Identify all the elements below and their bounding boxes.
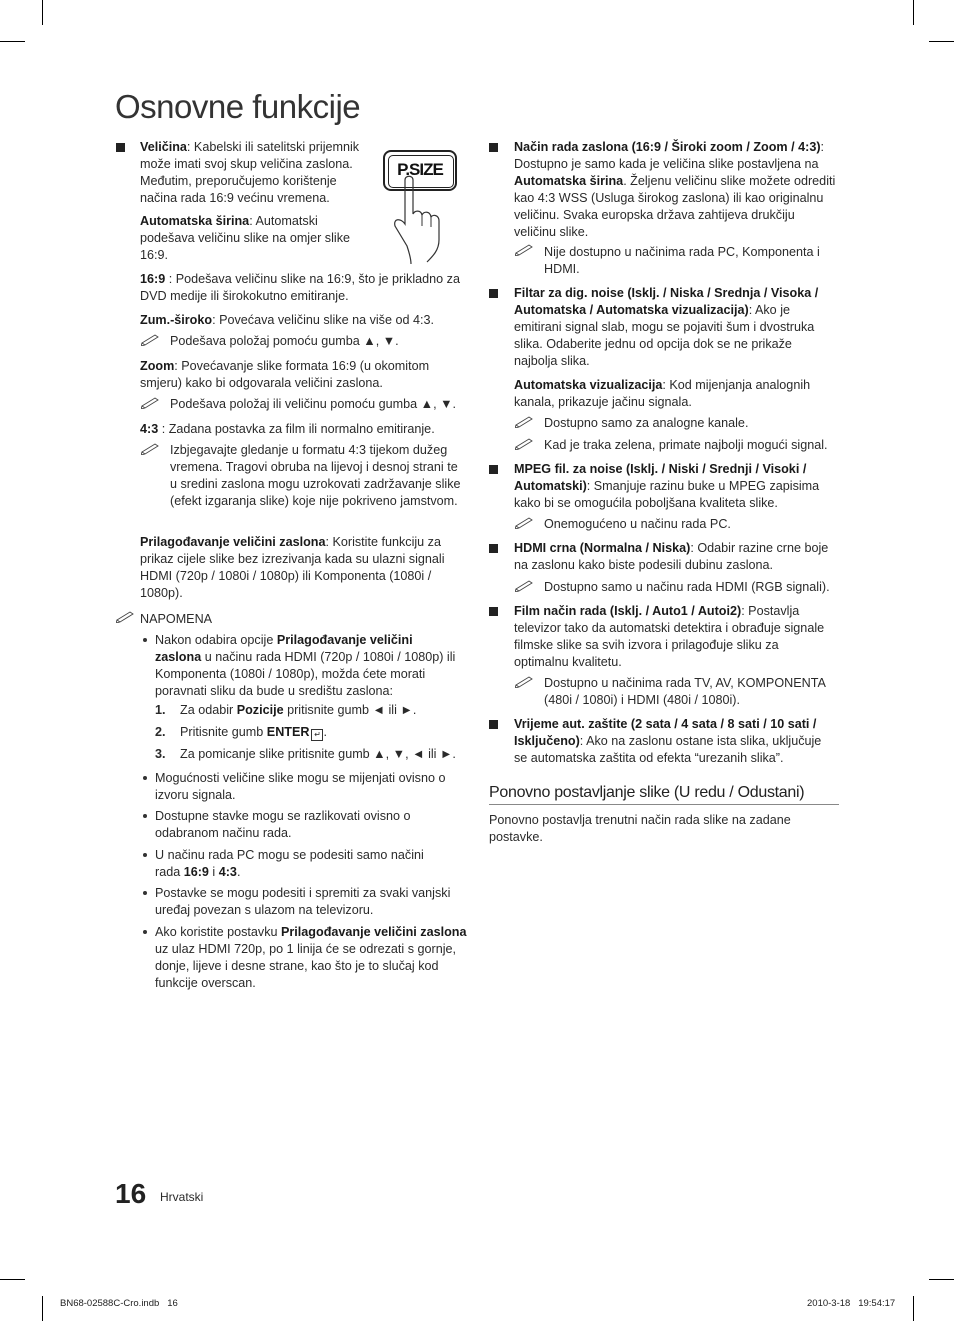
auto-width-paragraph: Automatska širina: Automatski podešava veličinu slike na omjer slike 16:9.	[140, 214, 350, 262]
note-item: Nakon odabira opcije Prilagođavanje veličini zaslona u načinu rada HDMI (720p / 1080i / 1080p) ili Komponenta (1080i / 1080p), možda ćete morati poravnati sliku da bude u središtu zaslona:	[155, 633, 456, 698]
bullet-square	[489, 607, 498, 616]
auto-visual-note: Kad je traka zelena, primate najbolji mogući signal.	[544, 438, 828, 452]
screen-mode-note: Nije dostupno u načinima rada PC, Komponenta i HDMI.	[544, 245, 820, 276]
mpeg-filter-note: Onemogućeno u načinu rada PC.	[544, 517, 731, 531]
mode-43-paragraph: 4:3 : Zadana postavka za film ili normalno emitiranje.	[140, 422, 435, 436]
hdmi-black-paragraph: HDMI crna (Normalna / Niska): Odabir razine crne boje na zaslonu kako biste podesili dubinu zaslona.	[514, 541, 829, 572]
velicina-paragraph: Veličina: Kabelski ili satelitski prijemnik može imati svoj skup veličina zaslona. Međutim, preporučujemo korištenje načina rada 16:9 većinu vremena.	[140, 140, 360, 205]
bullet-dot	[143, 776, 147, 780]
bullet-square	[489, 143, 498, 152]
note-pencil-icon	[515, 580, 533, 592]
mpeg-filter-paragraph: MPEG fil. za noise (Isklj. / Niski / Srednji / Visoki / Automatski): Smanjuje razinu buke u MPEG zapisima kako bi se omogućila poboljšana kvaliteta slike.	[514, 462, 820, 510]
note-item: Postavke se mogu podesiti i spremiti za svaki vanjski uređaj povezan s ulazom na televizoru.	[155, 886, 451, 917]
bullet-dot	[143, 930, 147, 934]
bullet-dot	[143, 853, 147, 857]
bullet-square	[489, 289, 498, 298]
crop-mark	[0, 1279, 25, 1280]
page-number: 16	[115, 1178, 147, 1209]
note-pencil-icon	[141, 443, 159, 455]
auto-visual-note: Dostupno samo za analogne kanale.	[544, 416, 749, 430]
bullet-square	[489, 465, 498, 474]
mode-43-note: Izbjegavajte gledanje u formatu 4:3 tijekom dužeg vremena. Tragovi obruba na lijevoj i desnoj strani te u sredini zaslona mogu uzrokovati zadržavanje slike (efekt izgaranja slike) koje nije pokriveno jamstvom.	[170, 443, 461, 508]
heading-rule	[489, 804, 839, 805]
step-number: 3.	[155, 747, 166, 761]
film-mode-paragraph: Film način rada (Isklj. / Auto1 / Autoi2): Postavlja televizor tako da automatski detektira i obrađuje signale filmske slike sa svih izvora i prilagođuje sliku za optimalnu kvalitetu.	[514, 604, 825, 669]
step-number: 2.	[155, 725, 166, 739]
crop-mark	[42, 0, 43, 25]
bullet-square	[489, 544, 498, 553]
auto-visual-paragraph: Automatska vizualizacija: Kod mijenjanja analognih kanala, prikazuje jačinu signala.	[514, 378, 811, 409]
enter-icon: ↵	[311, 729, 323, 741]
note-pencil-icon	[515, 416, 533, 428]
note-pencil-icon	[515, 244, 533, 256]
page-title: Osnovne funkcije	[115, 88, 361, 125]
fit-screen-paragraph: Prilagođavanje veličini zaslona: Koristite funkciju za prikaz cijele slike bez izrezivanja kada su ulazni signali HDMI (720p / 1080i / 1080p) ili Komponenta (1080i / 1080p).	[140, 535, 445, 600]
crop-mark	[913, 0, 914, 25]
crop-mark	[913, 1296, 914, 1321]
mode-169-paragraph: 16:9 : Podešava veličinu slike na 16:9, što je prikladno za DVD medije ili širokokutno emitiranje.	[140, 272, 460, 303]
zoom-paragraph: Zoom: Povećavanje slike formata 16:9 (u okomitom smjeru) kako bi odgovarala veličini zaslona.	[140, 359, 430, 390]
note-pencil-icon	[515, 438, 533, 450]
bullet-dot	[143, 638, 147, 642]
napomena-heading: NAPOMENA	[140, 612, 213, 626]
crop-mark	[929, 1279, 954, 1280]
step-text: Za pomicanje slike pritisnite gumb ▲, ▼, ◄ ili ►.	[180, 747, 456, 761]
reset-text: Ponovno postavlja trenutni način rada slike na zadane postavke.	[489, 813, 791, 844]
bullet-square	[116, 143, 125, 152]
footer-file: BN68-02588C-Cro.indb 16	[60, 1298, 178, 1309]
hdmi-black-note: Dostupno samo u načinu rada HDMI (RGB signali).	[544, 580, 830, 594]
crop-mark	[0, 41, 25, 42]
zoom-note: Podešava položaj ili veličinu pomoću gumba ▲, ▼.	[170, 397, 457, 411]
bullet-square	[489, 720, 498, 729]
step-text: Za odabir Pozicije pritisnite gumb ◄ ili ►.	[180, 703, 417, 717]
screen-mode-paragraph: Način rada zaslona (16:9 / Široki zoom / Zoom / 4:3): Dostupno je samo kada je veličina slike postavljena na Automatska širina. Željenu veličinu slike možete odrediti kao 4:3 WSS (Usluga širokog zaslona) ili kao originalnu veličinu. Svaka europska država zahtijeva drukčiju veličinu slike.	[514, 140, 836, 239]
psize-button-label: P.SIZE	[397, 160, 443, 179]
footer-datetime: 2010-3-18 19:54:17	[807, 1298, 896, 1309]
note-pencil-icon	[116, 611, 134, 623]
zum-note: Podešava položaj pomoću gumba ▲, ▼.	[170, 334, 399, 348]
bullet-dot	[143, 814, 147, 818]
footer-language: Hrvatski	[160, 1190, 204, 1204]
note-pencil-icon	[141, 397, 159, 409]
film-mode-note: Dostupno u načinima rada TV, AV, KOMPONENTA (480i / 1080i) i HDMI (480i / 1080i).	[544, 676, 826, 707]
note-item: Ako koristite postavku Prilagođavanje veličini zaslona uz ulaz HDMI 720p, po 1 linija će se odrezati s gornje, donje, lijeve i desne strane, kao što je to slučaj kod funkcije overscan.	[155, 925, 467, 990]
auto-protect-paragraph: Vrijeme aut. zaštite (2 sata / 4 sata / 8 sati / 10 sati / Isključeno): Ako na zaslonu ostane ista slika, uključuje se automatska zaštita od efekta “urezanih slika”.	[514, 717, 822, 765]
crop-mark	[42, 1296, 43, 1321]
zum-paragraph: Zum.-široko: Povećava veličinu slike na više od 4:3.	[140, 313, 434, 327]
note-pencil-icon	[515, 517, 533, 529]
reset-heading: Ponovno postavljanje slike (U redu / Odustani)	[489, 784, 805, 801]
note-pencil-icon	[515, 676, 533, 688]
finger-pointer-icon	[381, 174, 457, 264]
note-pencil-icon	[141, 334, 159, 346]
note-item: U načinu rada PC mogu se podesiti samo načini rada 16:9 i 4:3.	[155, 848, 424, 879]
note-item: Dostupne stavke mogu se razlikovati ovisno o odabranom načinu rada.	[155, 809, 411, 840]
crop-mark	[929, 41, 954, 42]
step-text: Pritisnite gumb ENTER ↵ .	[180, 725, 327, 739]
step-number: 1.	[155, 703, 166, 717]
noise-filter-paragraph: Filtar za dig. noise (Isklj. / Niska / Srednja / Visoka / Automatska / Automatska vizualizacija): Ako je emitirani signal slab, mogu se pojaviti šum i dvostruka slika. Odaberite jednu od opcija dok se ne prikaže najbolja slika.	[514, 286, 819, 368]
bullet-dot	[143, 891, 147, 895]
psize-illustration	[381, 148, 457, 264]
note-item: Mogućnosti veličine slike mogu se mijenjati ovisno o izvoru signala.	[155, 771, 446, 802]
